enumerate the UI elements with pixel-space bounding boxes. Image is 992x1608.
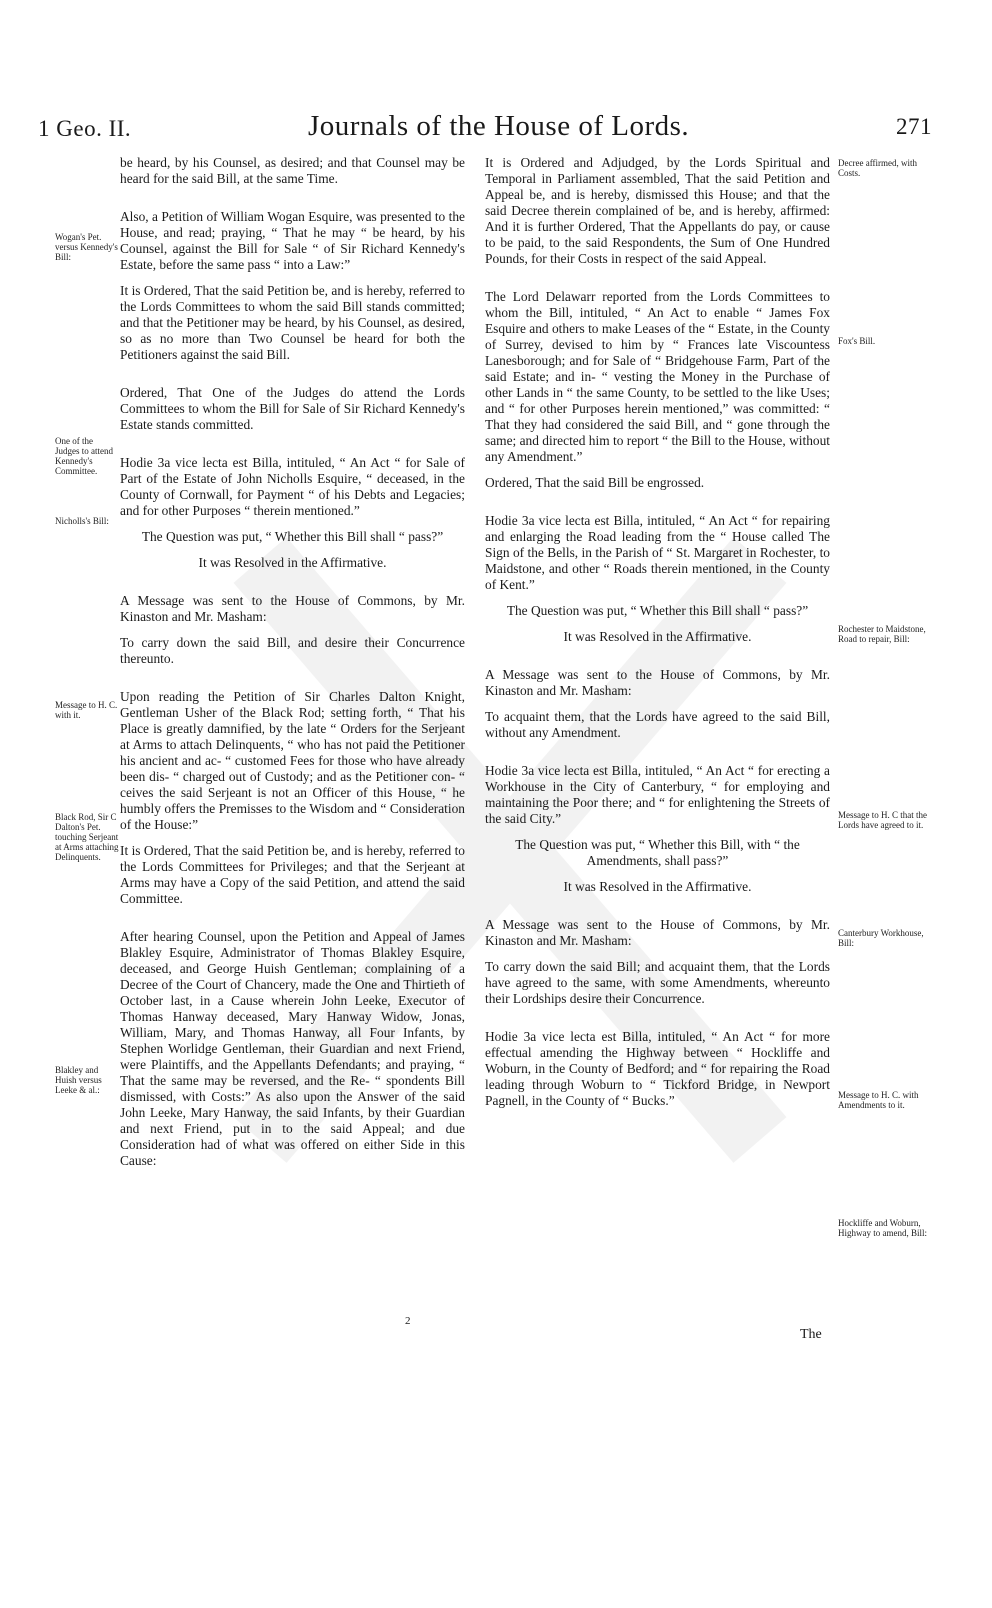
running-head [30,110,962,150]
right-para-rochester: Hodie 3a vice lecta est Billa, intituled, “ An Act “ for repairing and enlarging the Road leading from the “ House called The Sign of the Bells, in the Parish of “ St. Margaret in Rochester, to Maidstone, and other “ Roads therein mentioned, in the County of Kent.” [485,513,830,592]
right-resolved-1: It was Resolved in the Affirmative. [563,629,752,644]
right-resolved-2: It was Resolved in the Affirmative. [563,879,752,894]
reign-heading: 1 Geo. II. [38,116,132,141]
left-para-carry: To carry down the said Bill, and desire their Concurrence thereunto. [120,635,465,666]
left-para-blakley: After hearing Counsel, upon the Petition and Appeal of James Blakley Esquire, Administrator of Thomas Blakley Esquire, deceased, and George Huish Gentleman; complaining of a Decree of the Court of Chancery, made the One and Thirtieth of October last, in a Cause wherein John Leeke, Executor of Thomas Hanway deceased, Mary Hanway Widow, Jonas, William, Mary, and Thomas Hanway, all Four Infants, by Stephen Worlidge Gentleman, their Guardian and next Friend, were Plaintiffs, and the Appellants Defendants; and praying, “ That the same may be reversed, and the Re- “ spondents Bill dismissed, with Costs:” As also upon the Answer of the said John Leeke, Mary Hanway, the said Infants, by their Guardian and next Friend, put in to the said Appeal; and due Consideration had of what was offered on either Side in this Cause: [120,929,465,1168]
journal-title: Journals of the House of Lords. [308,110,690,142]
right-para-carry: To carry down the said Bill; and acquaint them, that the Lords have agreed to the same, with some Amendments, whereunto their Lordships desire their Concurrence. [485,959,830,1006]
right-para-fox: The Lord Delawarr reported from the Lords Committees to whom the Bill, intituled, “ An Act to enable “ James Fox Esquire and others to make Leases of the “ Estate, in the County of Surrey, devised to him by “ Frances late Viscountess Lanesborough; and for Sale of “ Bridgehouse Farm, Part of the said Estate; and in- “ vesting the Money in the Purchase of other Lands in “ the same County, to be settled to the like Uses; and “ for other Purposes herein mentioned,” was committed: “ That they had considered the said Bill, and “ gone through the same; and directed him to report “ the Bill to the House, without any Amendment.” [485,289,830,464]
margin-note-rochester: Rochester to Maidstone, Road to repair, Bill: [838,624,926,644]
left-para-5: Hodie 3a vice lecta est Billa, intituled, “ An Act “ for Sale of Part of the Estate of John Nicholls Esquire, “ deceased, in the County of Cornwall, for Payment “ of his Debts and Legacies; and for other Purposes “ therein mentioned.” [120,455,465,518]
right-para-message-1: A Message was sent to the House of Commons, by Mr. Kinaston and Mr. Masham: [485,667,830,698]
margin-note-blakley: Blakley and Huish versus Leeke & al.: [55,1065,102,1095]
right-question-1: The Question was put, “ Whether this Bill shall “ pass?” [506,603,809,618]
margin-note-hockliffe: Hockliffe and Woburn, Highway to amend, Bill: [838,1218,927,1238]
page-number: 271 [896,114,932,139]
right-para-canterbury: Hodie 3a vice lecta est Billa, intituled, “ An Act “ for erecting a Workhouse in the City of Canterbury, “ for employing and maintaining the Poor there; and “ for enlightening the Streets of the said City.” [485,763,830,826]
right-question-2: The Question was put, “ Whether this Bill, with “ the Amendments, shall pass?” [515,837,800,868]
right-column [485,155,830,1119]
left-para-ordered: It is Ordered, That the said Petition be, and is hereby, referred to the Lords Committees for Privileges; and that the Serjeant at Arms may have a Copy of the said Petition, and attend the said Committee. [120,843,465,906]
margin-note-fox: Fox's Bill. [838,336,876,346]
left-para-1: be heard, by his Counsel, as desired; and that Counsel may be heard for the said Bill, at the same Time. [120,155,465,186]
right-para-engrossed: Ordered, That the said Bill be engrossed. [485,475,705,490]
margin-note-judges: One of the Judges to attend Kennedy's Committee. [55,436,113,476]
margin-note-canterbury: Canterbury Workhouse, Bill: [838,928,924,948]
margin-note-wogan: Wogan's Pet. versus Kennedy's Bill: [55,232,118,262]
catchword: The [800,1327,822,1342]
margin-note-message-amend: Message to H. C. with Amendments to it. [838,1090,919,1110]
right-para-1: It is Ordered and Adjudged, by the Lords Spiritual and Temporal in Parliament assembled, That the said Petition and Appeal be, and is hereby, dismissed this House; and that the said Decree therein complained of be, and is hereby, affirmed: And it is further Ordered, That the Appellants do pay, or cause to be paid, to the said Respondents, the Sum of One Hundred Pounds, for their Costs in respect of the said Appeal. [485,155,830,266]
left-para-blackrod: Upon reading the Petition of Sir Charles Dalton Knight, Gentleman Usher of the Black Rod; setting forth, “ That his Place is greatly damnified, by the late “ Orders for the Serjeant at Arms to attach Delinquents, “ who has not paid the Petitioner his ancient and ac- “ customed Fees for those who have already been dis- “ charged out of Custody; and as the Petitioner con- “ ceives the said Serjeant is not an Officer of this House, “ he humbly offers the Premisses to the Wisdom and “ Consideration of the House:” [120,689,465,832]
signature-mark: 2 [405,1315,411,1327]
left-para-4: Ordered, That One of the Judges do attend the Lords Committees to whom the Bill for Sale of Sir Richard Kennedy's Estate stands committed. [120,385,465,432]
right-para-acquaint: To acquaint them, that the Lords have agreed to the said Bill, without any Amendment. [485,709,830,740]
left-para-message: A Message was sent to the House of Commons, by Mr. Kinaston and Mr. Masham: [120,593,465,624]
right-para-message-2: A Message was sent to the House of Commons, by Mr. Kinaston and Mr. Masham: [485,917,830,948]
margin-note-nicholls: Nicholls's Bill: [55,516,109,526]
left-resolved-1: It was Resolved in the Affirmative. [198,555,387,570]
right-para-hockliffe: Hodie 3a vice lecta est Billa, intituled, “ An Act “ for more effectual amending the Highway between “ Hockliffe and Woburn, in the County of Bedford; and “ for repairing the Road leading through Woburn to “ Tickford Bridge, in Newport Pagnell, in the County of “ Bucks.” [485,1029,830,1108]
margin-note-message: Message to H. C. with it. [55,700,118,720]
left-question-1: The Question was put, “ Whether this Bill shall “ pass?” [141,529,444,544]
margin-note-message-agreed: Message to H. C that the Lords have agreed to it. [838,810,927,830]
left-para-3: It is Ordered, That the said Petition be, and is hereby, referred to the Lords Committees to whom the said Bill stands committed; and that the Petitioner may be heard, by his Counsel, as desired, so as no more than Two Counsel be heard for both the Petitioners against the said Bill. [120,283,465,362]
left-column [120,155,465,1179]
margin-note-blackrod: Black Rod, Sir C Dalton's Pet. touching Serjeant at Arms attaching Delinquents. [55,812,119,862]
left-para-2: Also, a Petition of William Wogan Esquire, was presented to the House, and read; praying, “ That he may “ be heard, by his Counsel, against the Bill for Sale “ of Sir Richard Kennedy's Estate, before the same pass “ into a Law:” [120,209,465,272]
margin-note-decree: Decree affirmed, with Costs. [838,158,918,178]
